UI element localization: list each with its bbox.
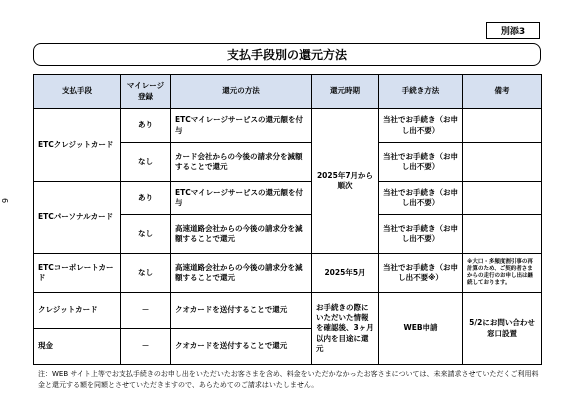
timing-cell: 2025年7月から順次: [312, 109, 379, 254]
payment-credit: クレジットカード: [34, 293, 121, 329]
header-mileage: マイレージ登録: [121, 75, 171, 109]
mileage-cell: －: [121, 293, 171, 329]
footnote: 注：WEB サイト上等でお支払手続きのお申し出をいただいたお客さまを含め、料金をいただかなかったお客さまについては、未来請求させていただくご利用料金と還元する額を同額とさせていただきますので、あらためてのご請求はいたしません。: [38, 370, 539, 389]
header-refund-method: 還元の方法: [171, 75, 312, 109]
header-payment-method: 支払手段: [34, 75, 121, 109]
method-cell: ETCマイレージサービスの還元額を付与: [171, 109, 312, 143]
mileage-cell: なし: [121, 254, 171, 293]
remarks-cell: [463, 143, 542, 182]
procedure-cell: 当社でお手続き（お申し出不要）: [379, 143, 463, 182]
table-row: [34, 182, 542, 215]
method-cell: クオカードを送付することで還元: [171, 293, 312, 329]
mileage-cell: あり: [121, 109, 171, 143]
remarks-cell: 5/2にお問い合わせ窓口設置: [463, 293, 542, 365]
remarks-cell: [463, 109, 542, 143]
table-row: [34, 109, 542, 143]
mileage-cell: なし: [121, 215, 171, 254]
mileage-cell: あり: [121, 182, 171, 215]
header-remarks: 備考: [463, 75, 542, 109]
procedure-cell: 当社でお手続き（お申し出不要※）: [379, 254, 463, 293]
procedure-cell: WEB申請: [379, 293, 463, 365]
procedure-cell: 当社でお手続き（お申し出不要）: [379, 109, 463, 143]
timing-cell: 2025年5月: [312, 254, 379, 293]
timing-cell: お手続きの際にいただいた情報を確認後、3ヶ月以内を目途に還元: [312, 293, 379, 365]
payment-etc-corporate: ETCコーポレートカード: [34, 254, 121, 293]
payment-etc-personal: ETCパーソナルカード: [34, 182, 121, 254]
mileage-cell: －: [121, 329, 171, 365]
method-cell: ETCマイレージサービスの還元額を付与: [171, 182, 312, 215]
remarks-cell: [463, 182, 542, 215]
page-number: 6: [0, 197, 10, 204]
remarks-cell: ※大口・多頻度割引事の再計算のため、ご契約者さまからの走行のお申し出は継続しております。: [463, 254, 542, 293]
procedure-cell: 当社でお手続き（お申し出不要）: [379, 182, 463, 215]
table-row: [34, 254, 542, 293]
annex-label: 別添3: [486, 22, 540, 39]
page-title: 支払手段別の還元方法: [33, 43, 541, 66]
method-cell: クオカードを送付することで還元: [171, 329, 312, 365]
method-cell: 高速道路会社からの今後の請求分を減額することで還元: [171, 215, 312, 254]
method-cell: カード会社からの今後の請求分を減額することで還元: [171, 143, 312, 182]
remarks-cell: [463, 215, 542, 254]
method-cell: 高速道路会社からの今後の請求分を減額することで還元: [171, 254, 312, 293]
refund-method-table: [33, 74, 542, 365]
mileage-cell: なし: [121, 143, 171, 182]
payment-etc-credit: ETCクレジットカード: [34, 109, 121, 182]
payment-cash: 現金: [34, 329, 121, 365]
table-row: [34, 293, 542, 329]
header-procedure: 手続き方法: [379, 75, 463, 109]
procedure-cell: 当社でお手続き（お申し出不要）: [379, 215, 463, 254]
header-refund-timing: 還元時期: [312, 75, 379, 109]
